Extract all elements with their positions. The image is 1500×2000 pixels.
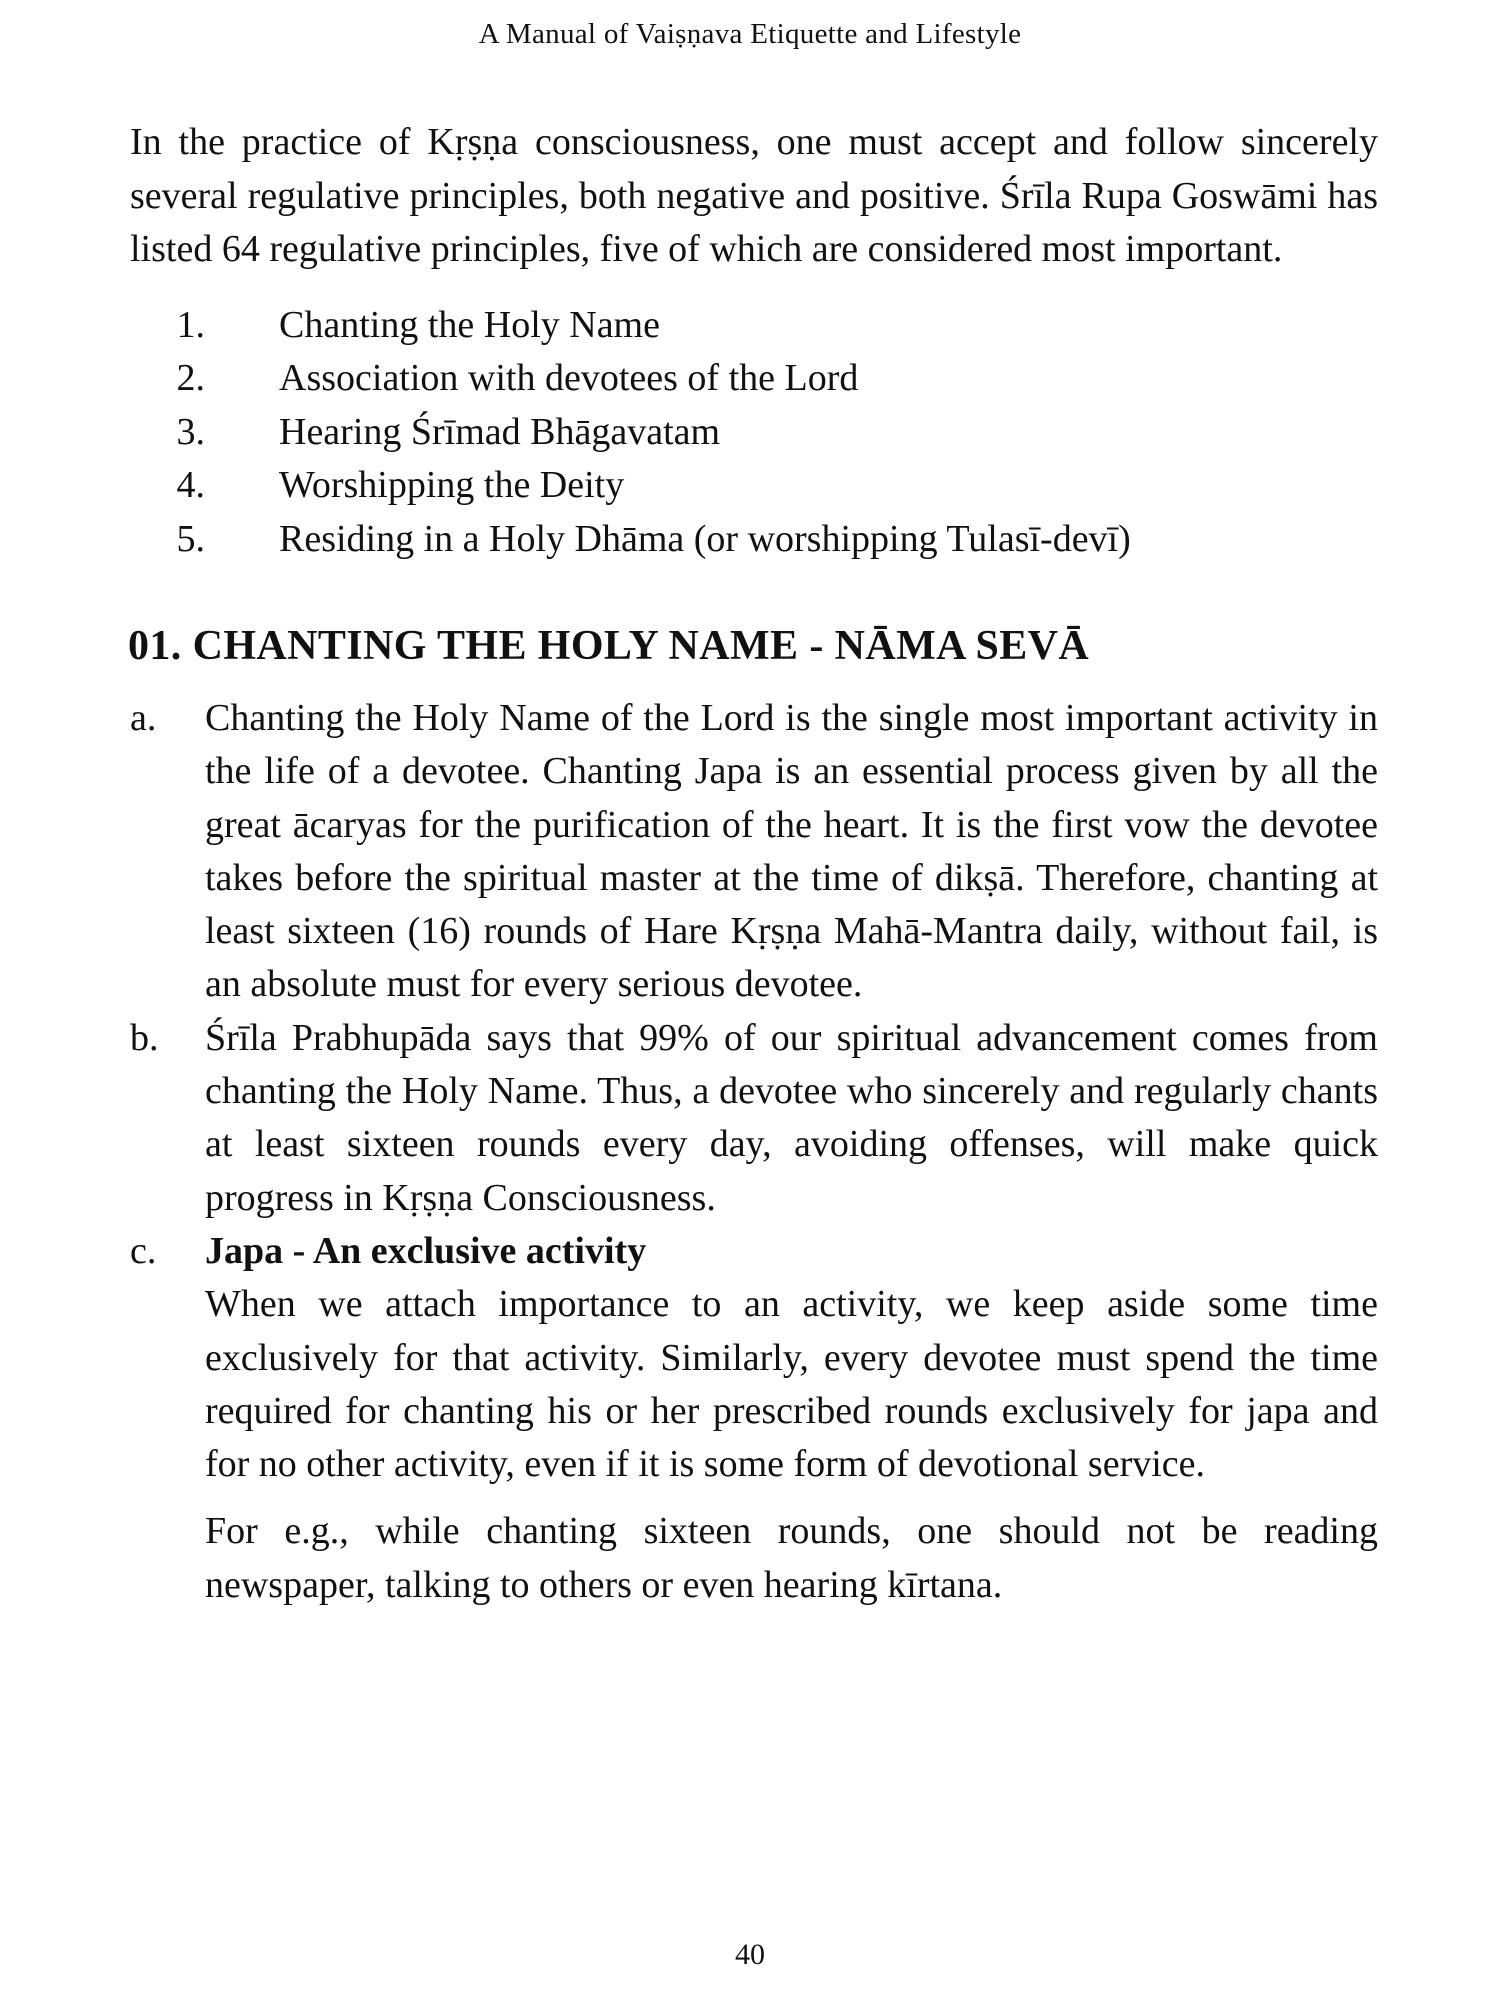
- principle-item: [130, 352, 1378, 406]
- section-items: [130, 692, 1378, 1612]
- item-body: [205, 692, 1378, 1012]
- item-paragraph: For e.g., while chanting sixteen rounds, one should not be reading newspaper, talking to others or even hearing kīrtana.: [205, 1510, 1378, 1606]
- principle-number: 5.: [176, 517, 205, 560]
- principles-list: [130, 299, 1378, 567]
- principle-number: 3.: [176, 410, 205, 453]
- principle-item: [130, 406, 1378, 460]
- item-a: [130, 692, 1378, 1012]
- running-head: A Manual of Vaiṣṇava Etiquette and Lifestyle: [478, 18, 1022, 50]
- principle-item: [130, 459, 1378, 513]
- principle-text: Association with devotees of the Lord: [279, 357, 859, 399]
- item-letter: a.: [130, 697, 157, 739]
- item-body: [205, 1225, 1378, 1612]
- page-content: [130, 116, 1378, 1612]
- principle-item: [130, 299, 1378, 353]
- principle-item: [130, 513, 1378, 567]
- intro-paragraph: In the practice of Kṛṣṇa consciousness, one must accept and follow sincerely several regulative principles, both negative and positive. Śrīla Rupa Goswāmi has listed 64 regulative principles, five of which are considered most important.: [130, 121, 1378, 270]
- principle-number: 2.: [176, 357, 205, 399]
- item-paragraph: Chanting the Holy Name of the Lord is the single most important activity in the life of a devotee. Chanting Japa is an essential process given by all the great ācaryas for the purification of the heart. It is the first vow the devotee takes before the spiritual master at the time of dikṣā. Therefore, chanting at least sixteen (16) rounds of Hare Kṛṣṇa Mahā-Mantra daily, without fail, is an absolute must for every serious devotee.: [205, 697, 1378, 1006]
- item-subheading: Japa - An exclusive activity: [205, 1229, 647, 1272]
- principle-text: Worshipping the Deity: [279, 464, 625, 506]
- principle-text: Residing in a Holy Dhāma (or worshipping Tulasī-devī): [279, 517, 1131, 560]
- item-letter: b.: [130, 1016, 159, 1059]
- page-number: 40: [735, 1938, 765, 1971]
- item-letter: c.: [130, 1229, 157, 1272]
- principle-text: Chanting the Holy Name: [279, 303, 660, 346]
- item-paragraph: When we attach importance to an activity, we keep aside some time exclusively for that activity. Similarly, every devotee must spend the time required for chanting his or her prescribed rounds exclusively for japa and for no other activity, even if it is some form of devotional service.: [205, 1283, 1378, 1486]
- principle-text: Hearing Śrīmad Bhāgavatam: [279, 410, 721, 453]
- item-c: [130, 1225, 1378, 1612]
- section-title: 01. CHANTING THE HOLY NAME - NĀMA SEVĀ: [128, 623, 1090, 669]
- item-b: [130, 1012, 1378, 1225]
- principle-number: 4.: [176, 464, 205, 506]
- principle-number: 1.: [176, 303, 205, 346]
- item-paragraph: Śrīla Prabhupāda says that 99% of our spiritual advancement comes from chanting the Holy Name. Thus, a devotee who sincerely and regularly chants at least sixteen rounds every day, avoiding offenses, will make quick progress in Kṛṣṇa Consciousness.: [205, 1016, 1378, 1219]
- item-body: [205, 1012, 1378, 1225]
